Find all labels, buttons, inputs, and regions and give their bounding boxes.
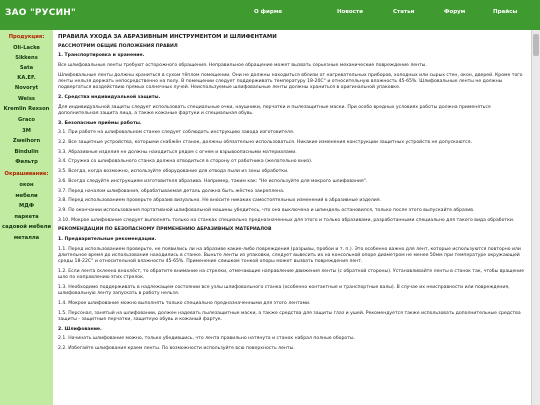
list-item: 3.10. Мокрое шлифование следует выполнять только на станках специально предназначенных для этого и только абразивами, разработанными специально для такого вида обработки.	[58, 217, 515, 223]
sidebar-item-oli-lacke[interactable]: Oli-Lacke	[13, 45, 40, 51]
site-logo[interactable]: ЗАО "РУСИН"	[5, 8, 76, 18]
sidebar-header-products: Продукция:	[8, 34, 45, 40]
sidebar-item-mdf[interactable]: МДФ	[19, 203, 34, 209]
list-item: 3.1. При работе на шлифовальном станке следует соблюдать инструкцию завода изготовителя.	[58, 130, 295, 136]
list-item: 3.9. По окончании использования портативной шлифовальной машины убедитесь, что она выключена и шпиндель остановился, только после этого выпускайте абразив.	[58, 207, 475, 213]
sidebar-item-novoryt[interactable]: Novoryt	[14, 85, 39, 91]
section-heading-general: РАССМОТРИМ ОБЩИЕ ПОЛОЖЕНИЯ ПРАВИЛ	[58, 43, 178, 49]
sidebar-item-ka-ef[interactable]: KA.EF.	[17, 75, 36, 81]
list-item: 1.4. Мокрое шлифование можно выполнять только специально предназначенными для этого лентами.	[58, 300, 311, 306]
sidebar-item-windows[interactable]: окон	[19, 182, 34, 188]
nav-about[interactable]: О фирме	[254, 9, 283, 15]
sidebar-item-parquet[interactable]: паркета	[14, 214, 39, 220]
scrollbar-thumb[interactable]	[533, 34, 539, 56]
sidebar-item-zweihorn[interactable]: Zweihorn	[12, 138, 41, 144]
list-item: 3.8. Перед использованием проверьте абразив визуально. Не вносите никаких самостоятельных изменений в абразивные изделия.	[58, 198, 382, 204]
section-heading-transport: 1. Транспортировка и хранение.	[58, 53, 145, 59]
section-heading-preliminary: 1. Предварительные рекомендации.	[58, 236, 157, 242]
list-item: 2.2. Избегайте шлифования краем ленты. По возможности используйте всю поверхность ленты.	[58, 345, 295, 351]
paragraph: Все шлифовальные ленты требуют осторожного обращения. Неправильное обращение может вызвать серьезные механические повреждение ленты.	[58, 63, 427, 69]
vertical-scrollbar[interactable]	[531, 30, 540, 405]
list-item: 3.2. Все защитные устройства, которыми снабжён станок, должны обязательно использоваться. Никакие изменения конструкции защитных устройств не допускаются.	[58, 140, 472, 146]
sidebar-item-garden-furniture[interactable]: садовой мебели	[2, 224, 51, 230]
sidebar-item-sikkens[interactable]: Sikkens	[15, 55, 38, 61]
list-item: 3.3. Абразивные изделия не должны находиться рядом с огнем и взрывоопасными материалами.	[58, 149, 297, 155]
paragraph: Шлифовальные ленты должны храниться в сухом тёплом помещении. Они не должны находиться вблизи от нагревательных приборов, холодных или сырых стен, окон, дверей. Кроме того ленты нельзя держать непосредственно на полу. В помещении следует поддерживать температуру 18-20С° и относительную влажность 45-65%. Шлифовальные ленты не должны подвергаться воздействию прямых солнечных лучей. Неиспользуемые шлифовальные ленты должны храниться в оригинальной упаковке.	[58, 72, 523, 91]
sidebar	[0, 30, 53, 405]
sidebar-item-bindulin[interactable]: Bindulin	[14, 149, 39, 155]
list-item: 1.2. Если лента склеена внахлёст, то обратите внимание на стрелки, отмечающие направление движения ленты (с обратной стороны). Устанавливайте ленты в станок так, чтобы вращение шло по направлению этих стрелок.	[58, 268, 525, 281]
section-heading-safe-work: 3. Безопасные приёмы работы.	[58, 120, 142, 126]
article-title: ПРАВИЛА УХОДА ЗА АБРАЗИВНЫМ ИНСТРУМЕНТОМ И ШЛИФЕНТАМИ	[58, 34, 277, 40]
nav-news[interactable]: Новости	[337, 9, 363, 15]
list-item: 2.1. Начинать шлифование можно, только убедившись, что лента правильно натянута и станок набрал полные обороты.	[58, 336, 355, 342]
sidebar-item-graco[interactable]: Graco	[18, 117, 35, 123]
list-item: 1.3. Необходимо поддерживать в надлежащем состоянии все узлы шлифовального станка (особенно контактные и транспортные валы). В случае их неисправности или повреждения, шлифовальную ленту запускать в работу нельзя.	[58, 284, 510, 297]
list-item: 3.6. Всегда следуйте инструкциям изготовителя абразива. Например, таким как: "Не используйте для мокрого шлифования".	[58, 178, 368, 184]
sidebar-item-kremlin-rexson[interactable]: Kremlin Rexson	[3, 106, 50, 112]
sidebar-item-metal[interactable]: металла	[13, 235, 40, 241]
article-content	[58, 34, 528, 405]
list-item: 1.5. Персонал, занятый на шлифовании, должен надевать пылезащитные маски, а также средства для защиты глаз и ушей. Рекомендуется также использовать дополнительные средства защиты - защитные перчатки, защитную обувь и кожаный фартук.	[58, 310, 521, 322]
section-heading-grinding: 2. Шлифование.	[58, 326, 102, 332]
sidebar-item-sata[interactable]: Sata	[19, 65, 34, 71]
list-item: 3.7. Перед началом шлифования, обрабатываемая деталь должна быть жёстко закреплена.	[58, 188, 285, 194]
nav-articles[interactable]: Статьи	[393, 9, 415, 15]
sidebar-header-painting: Окрашивание:	[4, 171, 49, 177]
sidebar-item-furniture[interactable]: мебели	[15, 193, 38, 199]
list-item: 3.4. Стружка со шлифовального станка должна отводиться в сторону от работника (желательно вниз).	[58, 159, 313, 165]
sidebar-item-3m[interactable]: 3M	[22, 128, 31, 134]
section-heading-protection: 2. Средства индивидуальной защиты.	[58, 95, 161, 101]
paragraph: Для индивидуальной защиты следует использовать специальные очки, наушники, перчатки и пылезащитные маски. При особо вредных условиях работы должна применяться дополнительная защита лица, а также кожаные фартуки и специальная обувь.	[58, 104, 491, 117]
nav-prices[interactable]: Прайсы	[493, 9, 518, 15]
sidebar-item-filter[interactable]: Фильтр	[15, 159, 38, 165]
nav-forum[interactable]: Форум	[444, 9, 466, 15]
list-item: 3.5. Всегда, когда возможно, используйте оборудование для отвода пыли из зоны обработки.	[58, 169, 289, 175]
section-heading-recommendations: РЕКОМЕНДАЦИИ ПО БЕЗОПАСНОМУ ПРИМЕНЕНИЮ АБРАЗИВНЫХ МАТЕРИАЛОВ	[58, 227, 272, 233]
sidebar-item-weiss[interactable]: Weiss	[17, 96, 35, 102]
header-bar	[0, 0, 540, 30]
list-item: 1.1. Перед использованием проверьте, не появились ли на абразиве какие-либо повреждения (разрывы, пробои и т. п.). Это особенно важно для лент, которые используются повторно или длительное время до использования находились в станке. Выньте ленты из упаковки, следует вывесить их на консольной опоре диаметром не менее 50мм при температуре окружающей среды 18-22С° и относительной влажности 45-65%. Применение слишком тонкой опоры может вызвать повреждения лент.	[58, 246, 521, 265]
